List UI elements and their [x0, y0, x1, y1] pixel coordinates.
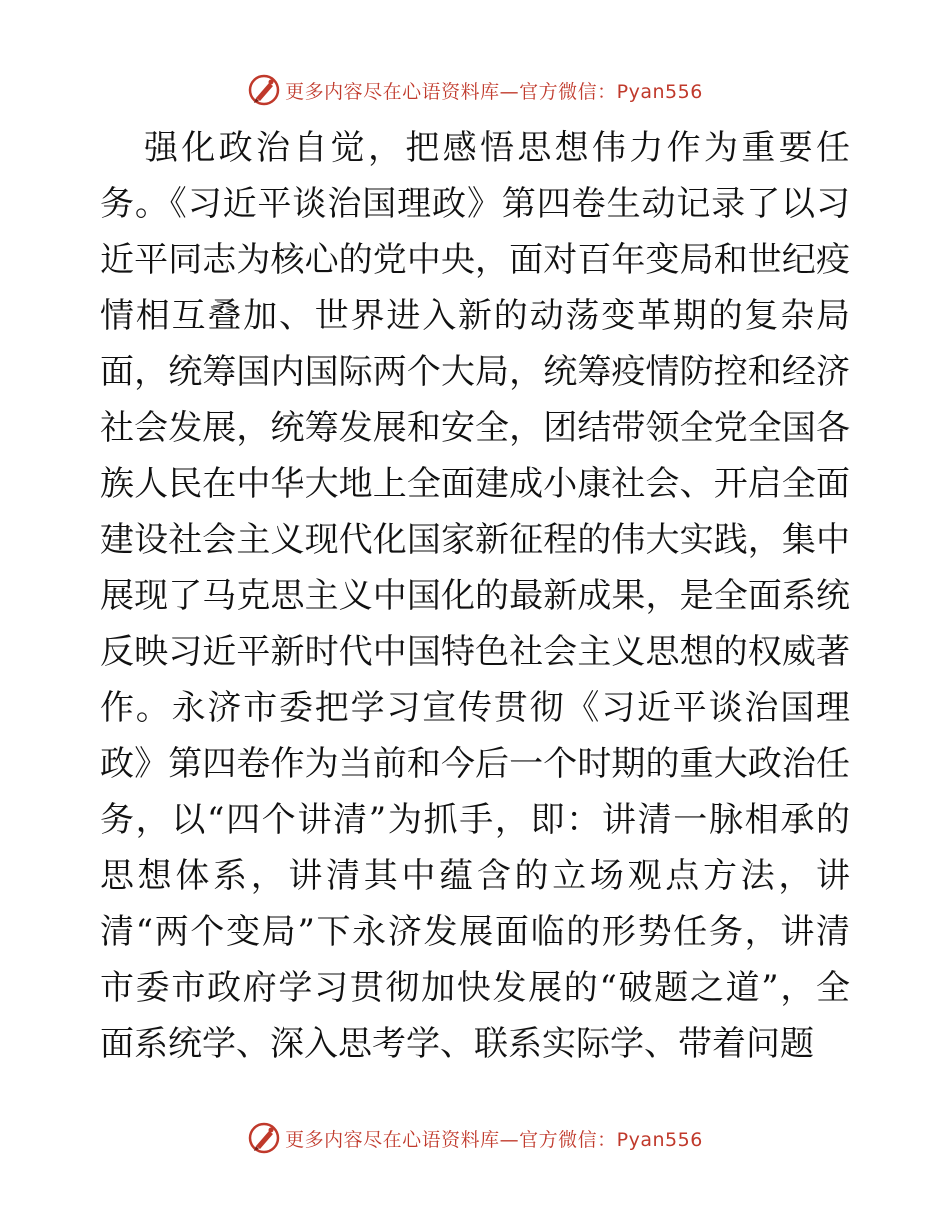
- paragraph-line: 清“两个变局”下永济发展面临的形势任务，讲清: [100, 912, 850, 952]
- footer-banner: [0, 1118, 950, 1158]
- paragraph-line: 政》第四卷作为当前和今后一个时期的重大政治任: [100, 744, 850, 784]
- paragraph-line: 情相互叠加、世界进入新的动荡变革期的复杂局: [100, 296, 850, 336]
- pen-logo-icon: [247, 73, 281, 107]
- paragraph-line: 社会发展，统筹发展和安全，团结带领全党全国各: [100, 408, 850, 448]
- article-body: [100, 120, 850, 1072]
- paragraph-line: 作。永济市委把学习宣传贯彻《习近平谈治国理: [100, 688, 850, 728]
- paragraph-line: 近平同志为核心的党中央，面对百年变局和世纪疫: [100, 240, 850, 280]
- paragraph-line: 展现了马克思主义中国化的最新成果，是全面系统: [100, 576, 850, 616]
- paragraph-line: 族人民在中华大地上全面建成小康社会、开启全面: [100, 464, 850, 504]
- paragraph-line: 面，统筹国内国际两个大局，统筹疫情防控和经济: [100, 352, 850, 392]
- paragraph-line: 面系统学、深入思考学、联系实际学、带着问题: [100, 1024, 814, 1064]
- header-banner-text: 更多内容尽在心语资料库—官方微信：Pyan556: [285, 80, 703, 103]
- paragraph-line: 强化政治自觉，把感悟思想伟力作为重要任: [144, 128, 850, 168]
- paragraph-line: 建设社会主义现代化国家新征程的伟大实践，集中: [100, 520, 850, 560]
- paragraph-line: 市委市政府学习贯彻加快发展的“破题之道”，全: [100, 968, 850, 1008]
- pen-logo-icon: [247, 1121, 281, 1155]
- header-banner: [0, 70, 950, 110]
- paragraph-line: 务，以“四个讲清”为抓手，即：讲清一脉相承的: [100, 800, 850, 840]
- footer-banner-text: 更多内容尽在心语资料库—官方微信：Pyan556: [285, 1128, 703, 1151]
- paragraph-line: 思想体系，讲清其中蕴含的立场观点方法，讲: [100, 856, 850, 896]
- paragraph-line: 务。《习近平谈治国理政》第四卷生动记录了以习: [100, 184, 850, 224]
- paragraph-line: 反映习近平新时代中国特色社会主义思想的权威著: [100, 632, 850, 672]
